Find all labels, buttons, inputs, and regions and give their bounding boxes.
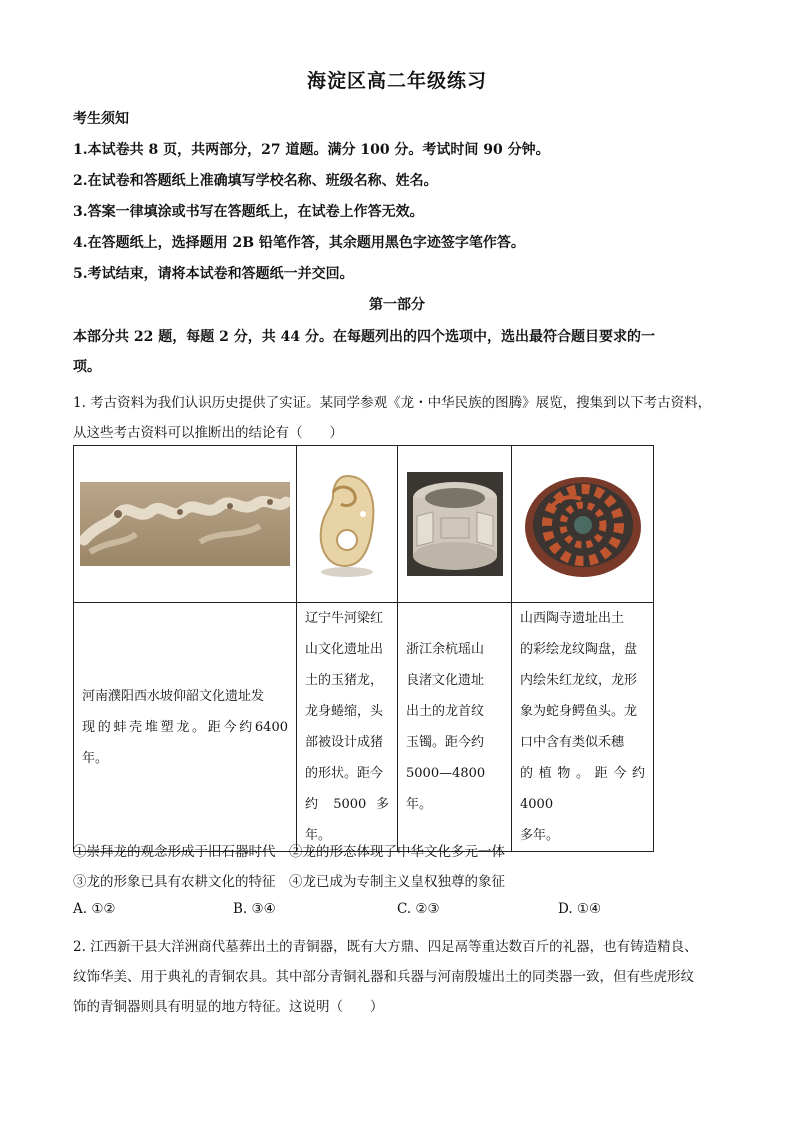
material-text: 的彩绘龙纹陶盘，盘 [520, 642, 638, 657]
material-text: 浙江余杭瑶山 [406, 642, 485, 657]
material-text: 山西陶寺遗址出土 [520, 611, 625, 626]
material-text: 内绘朱红龙纹，龙形 [520, 673, 638, 688]
painted-dragon-plate-image [512, 446, 654, 603]
notice-item-3: 3.答案一律填涂或书写在答题纸上，在试卷上作答无效。 [73, 204, 424, 220]
part1-heading: 第一部分 [369, 297, 425, 313]
material-text: 5000—4800 年。 [406, 766, 486, 812]
option-d[interactable]: D. ①④ [558, 901, 602, 917]
material-text: 河南濮阳西水坡仰韶文化遗址发 [82, 688, 265, 704]
option-c[interactable]: C. ②③ [397, 901, 440, 917]
material-text: 的形状。距今 [305, 766, 384, 781]
notice-item-5: 5.考试结束，请将本试卷和答题纸一并交回。 [73, 266, 354, 282]
part1-instructions: 本部分共 22 题，每题 2 分，共 44 分。在每题列出的四个选项中，选出最符合题目要求的一 [73, 329, 655, 345]
material-text: 良渚文化遗址 [406, 673, 485, 688]
material-text: 龙身蜷缩，头 [305, 704, 384, 719]
notice-heading: 考生须知 [73, 111, 129, 127]
material-description-4 [512, 603, 654, 852]
q1-statements-1: ①崇拜龙的观念形成于旧石器时代 ②龙的形态体现了中华文化多元一体 [73, 844, 505, 860]
part1-instructions-cont: 项。 [73, 359, 101, 375]
material-text: 口中含有类似禾穗 [520, 735, 625, 750]
q1-statements-2: ③龙的形象已具有农耕文化的特征 ④龙已成为专制主义皇权独尊的象征 [73, 874, 505, 890]
notice-item-2: 2.在试卷和答题纸上准确填写学校名称、班级名称、姓名。 [73, 173, 438, 189]
jade-bracelet-image [398, 446, 512, 603]
q1-materials-table [73, 445, 654, 852]
material-text: 山文化遗址出 [305, 642, 384, 657]
option-a[interactable]: A. ①② [73, 901, 116, 917]
material-text: 部被设计成猪 [305, 735, 384, 750]
material-text: 多年。 [520, 828, 560, 843]
material-text: 辽宁牛河梁红 [305, 611, 384, 626]
q1-stem: 1. 考古资料为我们认识历史提供了实证。某同学参观《龙・中华民族的图腾》展览，搜集到以下考古资料， [73, 395, 712, 411]
q1-stem-cont: 从这些考古资料可以推断出的结论有（ ） [73, 425, 343, 441]
material-text: 出土的龙首纹 [406, 704, 485, 719]
notice-item-4: 4.在答题纸上，选择题用 2B 铅笔作答，其余题用黑色字迹签字笔作答。 [73, 235, 525, 251]
material-description-2 [297, 603, 398, 852]
notice-item-1: 1.本试卷共 8 页，共两部分，27 道题。满分 100 分。考试时间 90 分钟。 [73, 142, 550, 158]
q2-stem: 2. 江西新干县大洋洲商代墓葬出土的青铜器，既有大方鼎、四足鬲等重达数百斤的礼器，也有铸造精良、 [73, 939, 698, 955]
material-text: 玉镯。距今约 [406, 735, 485, 750]
material-text: 象为蛇身鳄鱼头。龙 [520, 704, 638, 719]
q2-stem-cont-1: 纹饰华美、用于典礼的青铜农具。其中部分青铜礼器和兵器与河南殷墟出土的同类器一致，但有些虎形纹 [73, 969, 694, 985]
material-description-3 [398, 603, 512, 852]
q2-stem-cont-2: 饰的青铜器则具有明显的地方特征。这说明（ ） [73, 999, 384, 1015]
material-text: 现的蚌壳堆塑龙。距今约6400 年。 [82, 719, 288, 766]
shell-mosaic-dragon-image [74, 446, 297, 603]
option-b[interactable]: B. ③④ [233, 901, 276, 917]
material-description-1 [74, 603, 297, 852]
material-text: 的植物。距今约 4000 [520, 766, 645, 812]
material-text: 约 5000 多年。 [305, 797, 389, 843]
material-text: 土的玉猪龙， [305, 673, 384, 688]
page-title: 海淀区高二年级练习 [306, 70, 487, 92]
jade-pig-dragon-image [297, 446, 398, 603]
